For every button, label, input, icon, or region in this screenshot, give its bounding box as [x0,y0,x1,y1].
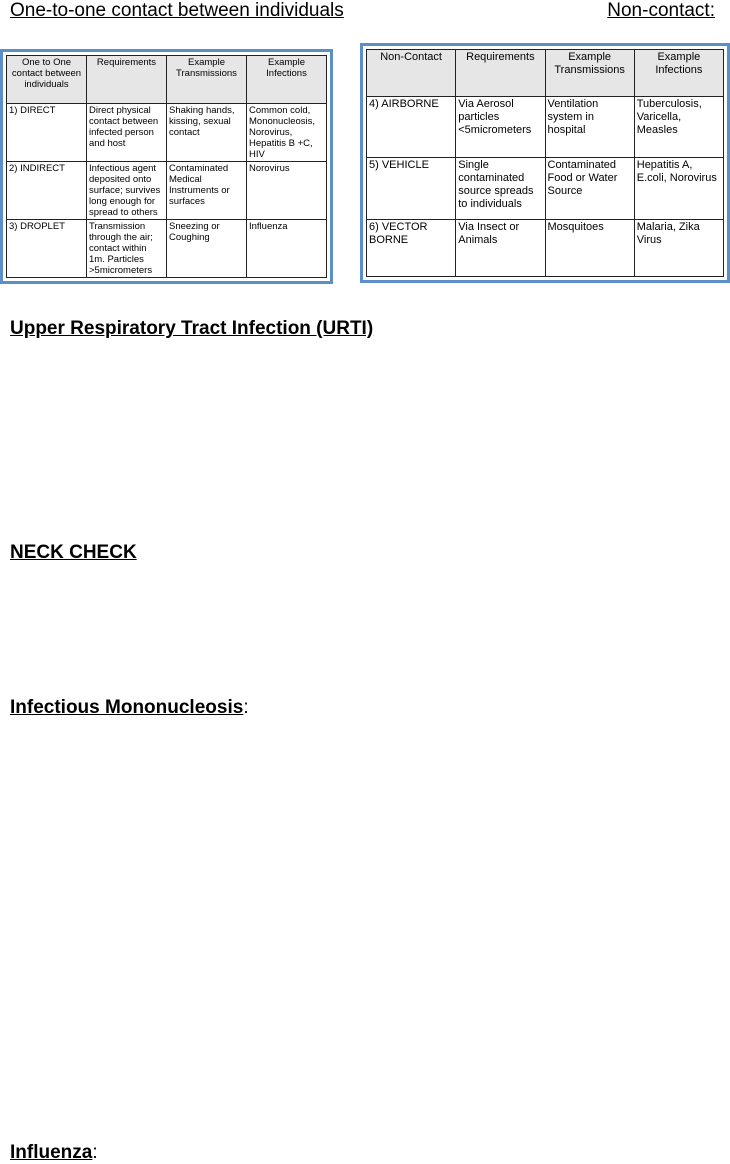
table-cell: Via Insect or Animals [456,220,545,277]
non-contact-table [366,49,724,277]
table-cell: Sneezing or Coughing [167,220,247,278]
column-header: Example Infections [634,50,723,97]
table-row [7,104,327,162]
table-cell: 6) VECTOR BORNE [367,220,456,277]
table-cell: Infectious agent deposited onto surface; survives long enough for spread to others [87,162,167,220]
section-heading-urti [10,318,373,340]
column-header: Example Transmissions [545,50,634,97]
section-title: NECK CHECK [10,542,137,563]
table-cell: Influenza [247,220,327,278]
section-heading-influenza [10,1142,98,1164]
column-header: Requirements [456,50,545,97]
table-row [367,158,724,220]
colon: : [92,1142,98,1163]
table-cell: Via Aerosol particles <5micrometers [456,97,545,158]
column-header: Example Infections [247,56,327,104]
section-title: Infectious Mononucleosis [10,697,244,718]
table-row [7,162,327,220]
table-cell: Single contaminated source spreads to individuals [456,158,545,220]
table-header-row [7,56,327,104]
heading-non-contact: Non-contact: [607,0,715,21]
table-cell: 4) AIRBORNE [367,97,456,158]
colon: : [243,697,249,718]
table-cell: Common cold, Mononucleosis, Norovirus, Hepatitis B +C, HIV [247,104,327,162]
table-cell: Norovirus [247,162,327,220]
table-cell: Shaking hands, kissing, sexual contact [167,104,247,162]
section-heading-mononucleosis [10,697,249,719]
column-header: Non-Contact [367,50,456,97]
contact-table [6,55,327,278]
table-header-row [367,50,724,97]
table-cell: 1) DIRECT [7,104,87,162]
table-row [367,220,724,277]
table-cell: Tuberculosis, Varicella, Measles [634,97,723,158]
table-cell: Malaria, Zika Virus [634,220,723,277]
section-heading-neck-check [10,542,137,564]
table-cell: Transmission through the air; contact within 1m. Particles >5micrometers [87,220,167,278]
table-cell: 3) DROPLET [7,220,87,278]
table-cell: Direct physical contact between infected person and host [87,104,167,162]
table-cell: 5) VEHICLE [367,158,456,220]
table-cell: 2) INDIRECT [7,162,87,220]
table-cell: Ventilation system in hospital [545,97,634,158]
column-header: Requirements [87,56,167,104]
table-row [367,97,724,158]
table-cell: Contaminated Medical Instruments or surfaces [167,162,247,220]
section-title: Upper Respiratory Tract Infection (URTI) [10,318,374,339]
column-header: Example Transmissions [167,56,247,104]
table-cell: Contaminated Food or Water Source [545,158,634,220]
contact-table-image [0,49,333,284]
column-header: One to One contact between individuals [7,56,87,104]
section-title: Influenza [10,1142,93,1163]
non-contact-table-image [360,43,730,283]
table-cell: Mosquitoes [545,220,634,277]
table-cell: Hepatitis A, E.coli, Norovirus [634,158,723,220]
heading-contact: One-to-one contact between individuals [10,0,344,21]
table-row [7,220,327,278]
